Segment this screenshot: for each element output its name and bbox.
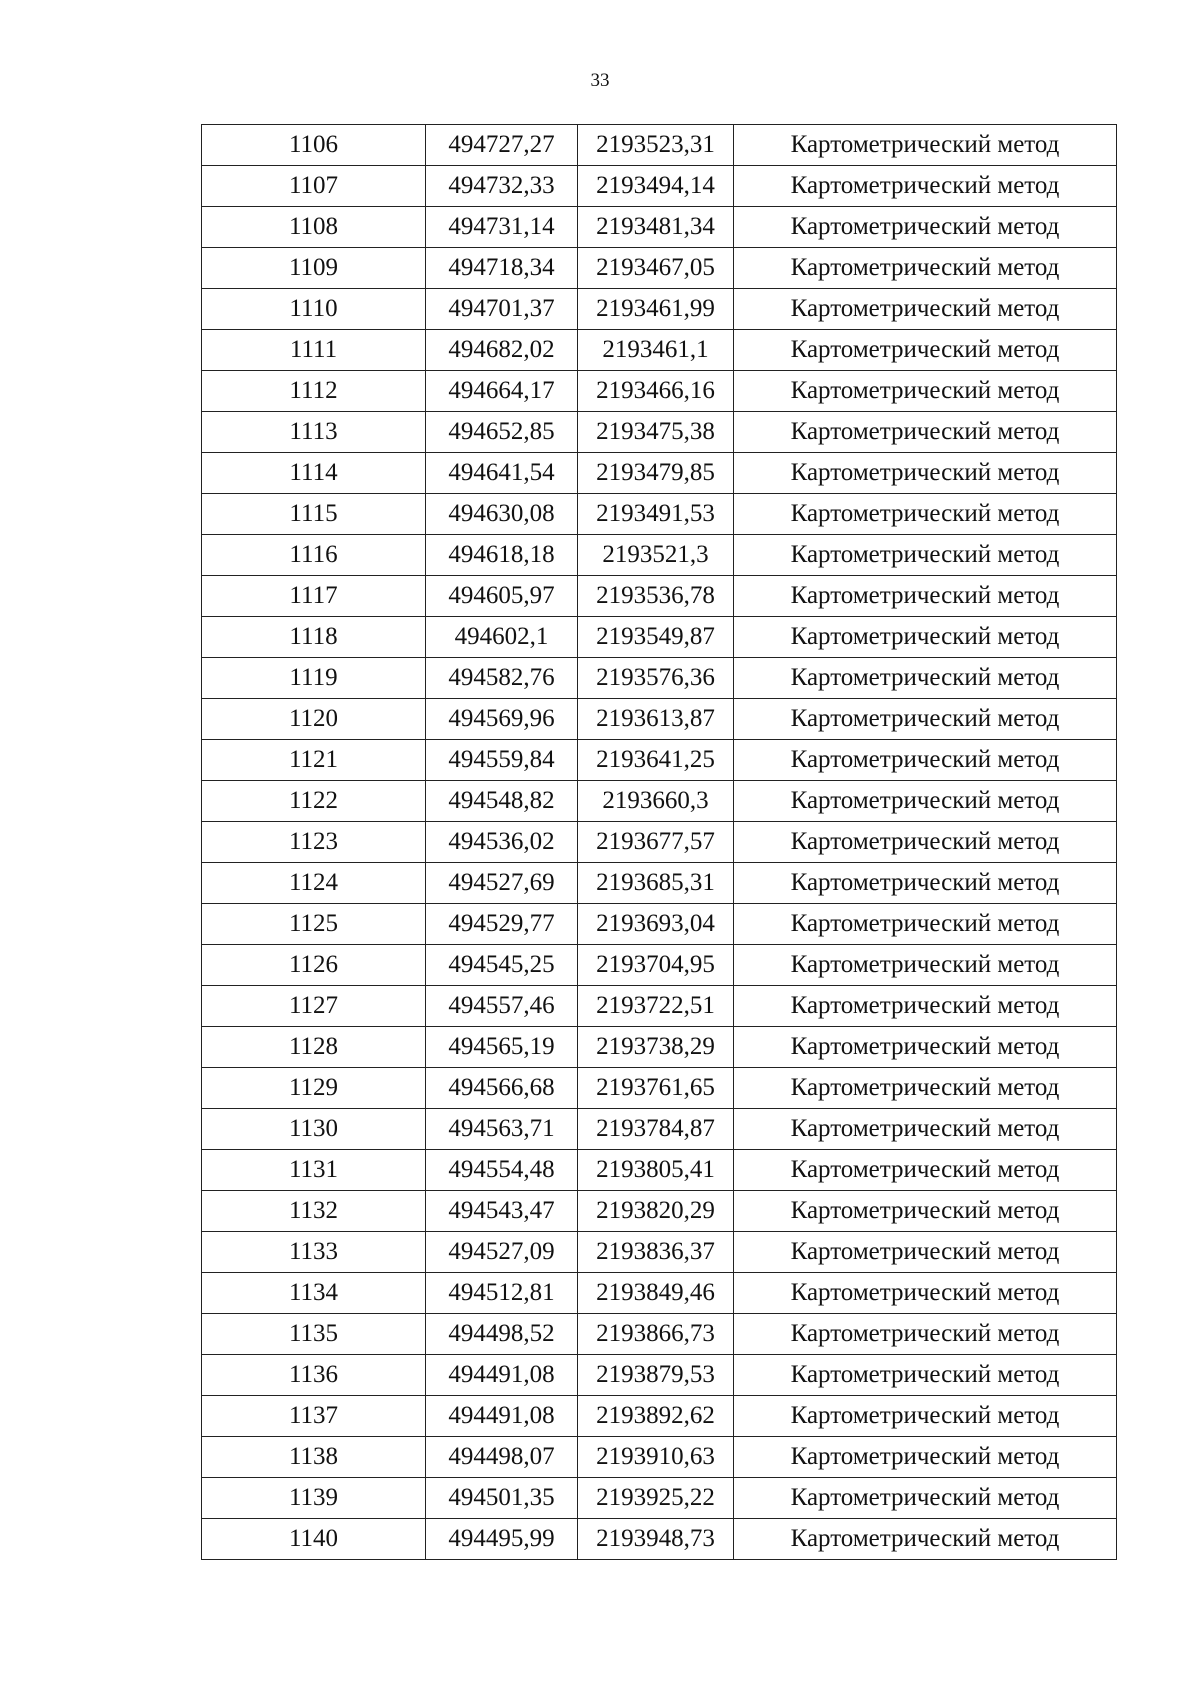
- point-number-cell: 1131: [202, 1150, 426, 1191]
- table-row: [202, 330, 1117, 371]
- table-row: [202, 740, 1117, 781]
- y-coordinate-cell: 2193521,3: [578, 535, 734, 576]
- y-coordinate-cell: 2193820,29: [578, 1191, 734, 1232]
- y-coordinate-cell: 2193481,34: [578, 207, 734, 248]
- point-number-cell: 1118: [202, 617, 426, 658]
- point-number-cell: 1129: [202, 1068, 426, 1109]
- table-row: [202, 1109, 1117, 1150]
- y-coordinate-cell: 2193491,53: [578, 494, 734, 535]
- table-row: [202, 822, 1117, 863]
- point-number-cell: 1109: [202, 248, 426, 289]
- x-coordinate-cell: 494582,76: [426, 658, 578, 699]
- method-cell: Картометрический метод: [734, 207, 1117, 248]
- point-number-cell: 1116: [202, 535, 426, 576]
- coordinates-table-body: [202, 125, 1117, 1560]
- table-row: [202, 658, 1117, 699]
- x-coordinate-cell: 494565,19: [426, 1027, 578, 1068]
- y-coordinate-cell: 2193879,53: [578, 1355, 734, 1396]
- table-row: [202, 1027, 1117, 1068]
- table-row: [202, 166, 1117, 207]
- method-cell: Картометрический метод: [734, 371, 1117, 412]
- method-cell: Картометрический метод: [734, 1273, 1117, 1314]
- x-coordinate-cell: 494491,08: [426, 1396, 578, 1437]
- x-coordinate-cell: 494718,34: [426, 248, 578, 289]
- table-row: [202, 863, 1117, 904]
- y-coordinate-cell: 2193704,95: [578, 945, 734, 986]
- point-number-cell: 1127: [202, 986, 426, 1027]
- y-coordinate-cell: 2193494,14: [578, 166, 734, 207]
- x-coordinate-cell: 494727,27: [426, 125, 578, 166]
- method-cell: Картометрический метод: [734, 535, 1117, 576]
- y-coordinate-cell: 2193549,87: [578, 617, 734, 658]
- x-coordinate-cell: 494527,09: [426, 1232, 578, 1273]
- point-number-cell: 1133: [202, 1232, 426, 1273]
- method-cell: Картометрический метод: [734, 781, 1117, 822]
- point-number-cell: 1119: [202, 658, 426, 699]
- method-cell: Картометрический метод: [734, 1191, 1117, 1232]
- x-coordinate-cell: 494498,07: [426, 1437, 578, 1478]
- x-coordinate-cell: 494512,81: [426, 1273, 578, 1314]
- point-number-cell: 1106: [202, 125, 426, 166]
- method-cell: Картометрический метод: [734, 166, 1117, 207]
- x-coordinate-cell: 494548,82: [426, 781, 578, 822]
- coordinates-table: [201, 124, 1117, 1560]
- table-row: [202, 699, 1117, 740]
- point-number-cell: 1134: [202, 1273, 426, 1314]
- x-coordinate-cell: 494701,37: [426, 289, 578, 330]
- method-cell: Картометрический метод: [734, 330, 1117, 371]
- table-row: [202, 1273, 1117, 1314]
- y-coordinate-cell: 2193849,46: [578, 1273, 734, 1314]
- method-cell: Картометрический метод: [734, 576, 1117, 617]
- x-coordinate-cell: 494605,97: [426, 576, 578, 617]
- x-coordinate-cell: 494602,1: [426, 617, 578, 658]
- table-row: [202, 535, 1117, 576]
- table-row: [202, 1519, 1117, 1560]
- x-coordinate-cell: 494559,84: [426, 740, 578, 781]
- point-number-cell: 1111: [202, 330, 426, 371]
- method-cell: Картометрический метод: [734, 494, 1117, 535]
- table-row: [202, 494, 1117, 535]
- y-coordinate-cell: 2193693,04: [578, 904, 734, 945]
- method-cell: Картометрический метод: [734, 1519, 1117, 1560]
- point-number-cell: 1136: [202, 1355, 426, 1396]
- point-number-cell: 1113: [202, 412, 426, 453]
- table-row: [202, 781, 1117, 822]
- y-coordinate-cell: 2193925,22: [578, 1478, 734, 1519]
- method-cell: Картометрический метод: [734, 1355, 1117, 1396]
- table-row: [202, 904, 1117, 945]
- point-number-cell: 1139: [202, 1478, 426, 1519]
- x-coordinate-cell: 494563,71: [426, 1109, 578, 1150]
- page-number: 33: [590, 70, 610, 91]
- y-coordinate-cell: 2193892,62: [578, 1396, 734, 1437]
- point-number-cell: 1135: [202, 1314, 426, 1355]
- method-cell: Картометрический метод: [734, 1068, 1117, 1109]
- x-coordinate-cell: 494566,68: [426, 1068, 578, 1109]
- table-row: [202, 371, 1117, 412]
- method-cell: Картометрический метод: [734, 863, 1117, 904]
- x-coordinate-cell: 494641,54: [426, 453, 578, 494]
- y-coordinate-cell: 2193475,38: [578, 412, 734, 453]
- method-cell: Картометрический метод: [734, 904, 1117, 945]
- y-coordinate-cell: 2193461,1: [578, 330, 734, 371]
- y-coordinate-cell: 2193536,78: [578, 576, 734, 617]
- y-coordinate-cell: 2193461,99: [578, 289, 734, 330]
- method-cell: Картометрический метод: [734, 986, 1117, 1027]
- x-coordinate-cell: 494682,02: [426, 330, 578, 371]
- x-coordinate-cell: 494732,33: [426, 166, 578, 207]
- x-coordinate-cell: 494527,69: [426, 863, 578, 904]
- point-number-cell: 1110: [202, 289, 426, 330]
- x-coordinate-cell: 494618,18: [426, 535, 578, 576]
- y-coordinate-cell: 2193866,73: [578, 1314, 734, 1355]
- method-cell: Картометрический метод: [734, 1232, 1117, 1273]
- method-cell: Картометрический метод: [734, 248, 1117, 289]
- point-number-cell: 1132: [202, 1191, 426, 1232]
- y-coordinate-cell: 2193722,51: [578, 986, 734, 1027]
- table-row: [202, 1478, 1117, 1519]
- x-coordinate-cell: 494495,99: [426, 1519, 578, 1560]
- point-number-cell: 1112: [202, 371, 426, 412]
- point-number-cell: 1122: [202, 781, 426, 822]
- table-row: [202, 1396, 1117, 1437]
- table-row: [202, 289, 1117, 330]
- x-coordinate-cell: 494652,85: [426, 412, 578, 453]
- x-coordinate-cell: 494529,77: [426, 904, 578, 945]
- point-number-cell: 1107: [202, 166, 426, 207]
- table-row: [202, 986, 1117, 1027]
- table-row: [202, 1355, 1117, 1396]
- y-coordinate-cell: 2193836,37: [578, 1232, 734, 1273]
- y-coordinate-cell: 2193467,05: [578, 248, 734, 289]
- point-number-cell: 1137: [202, 1396, 426, 1437]
- y-coordinate-cell: 2193948,73: [578, 1519, 734, 1560]
- method-cell: Картометрический метод: [734, 125, 1117, 166]
- method-cell: Картометрический метод: [734, 453, 1117, 494]
- y-coordinate-cell: 2193660,3: [578, 781, 734, 822]
- table-row: [202, 617, 1117, 658]
- y-coordinate-cell: 2193576,36: [578, 658, 734, 699]
- y-coordinate-cell: 2193761,65: [578, 1068, 734, 1109]
- table-row: [202, 1314, 1117, 1355]
- point-number-cell: 1108: [202, 207, 426, 248]
- y-coordinate-cell: 2193641,25: [578, 740, 734, 781]
- table-row: [202, 453, 1117, 494]
- y-coordinate-cell: 2193910,63: [578, 1437, 734, 1478]
- table-row: [202, 412, 1117, 453]
- point-number-cell: 1117: [202, 576, 426, 617]
- point-number-cell: 1126: [202, 945, 426, 986]
- method-cell: Картометрический метод: [734, 1437, 1117, 1478]
- method-cell: Картометрический метод: [734, 412, 1117, 453]
- x-coordinate-cell: 494554,48: [426, 1150, 578, 1191]
- table-row: [202, 125, 1117, 166]
- method-cell: Картометрический метод: [734, 617, 1117, 658]
- method-cell: Картометрический метод: [734, 1109, 1117, 1150]
- method-cell: Картометрический метод: [734, 289, 1117, 330]
- y-coordinate-cell: 2193466,16: [578, 371, 734, 412]
- y-coordinate-cell: 2193805,41: [578, 1150, 734, 1191]
- table-row: [202, 207, 1117, 248]
- x-coordinate-cell: 494501,35: [426, 1478, 578, 1519]
- y-coordinate-cell: 2193523,31: [578, 125, 734, 166]
- y-coordinate-cell: 2193685,31: [578, 863, 734, 904]
- y-coordinate-cell: 2193613,87: [578, 699, 734, 740]
- x-coordinate-cell: 494545,25: [426, 945, 578, 986]
- method-cell: Картометрический метод: [734, 1478, 1117, 1519]
- method-cell: Картометрический метод: [734, 1027, 1117, 1068]
- point-number-cell: 1138: [202, 1437, 426, 1478]
- table-row: [202, 1191, 1117, 1232]
- method-cell: Картометрический метод: [734, 1396, 1117, 1437]
- x-coordinate-cell: 494630,08: [426, 494, 578, 535]
- table-row: [202, 1437, 1117, 1478]
- y-coordinate-cell: 2193738,29: [578, 1027, 734, 1068]
- table-row: [202, 1150, 1117, 1191]
- y-coordinate-cell: 2193677,57: [578, 822, 734, 863]
- point-number-cell: 1121: [202, 740, 426, 781]
- table-row: [202, 576, 1117, 617]
- point-number-cell: 1114: [202, 453, 426, 494]
- point-number-cell: 1124: [202, 863, 426, 904]
- x-coordinate-cell: 494543,47: [426, 1191, 578, 1232]
- y-coordinate-cell: 2193784,87: [578, 1109, 734, 1150]
- x-coordinate-cell: 494569,96: [426, 699, 578, 740]
- method-cell: Картометрический метод: [734, 1314, 1117, 1355]
- method-cell: Картометрический метод: [734, 1150, 1117, 1191]
- point-number-cell: 1128: [202, 1027, 426, 1068]
- point-number-cell: 1125: [202, 904, 426, 945]
- point-number-cell: 1120: [202, 699, 426, 740]
- y-coordinate-cell: 2193479,85: [578, 453, 734, 494]
- x-coordinate-cell: 494664,17: [426, 371, 578, 412]
- method-cell: Картометрический метод: [734, 699, 1117, 740]
- point-number-cell: 1115: [202, 494, 426, 535]
- x-coordinate-cell: 494491,08: [426, 1355, 578, 1396]
- x-coordinate-cell: 494498,52: [426, 1314, 578, 1355]
- method-cell: Картометрический метод: [734, 945, 1117, 986]
- table-row: [202, 248, 1117, 289]
- method-cell: Картометрический метод: [734, 658, 1117, 699]
- table-row: [202, 1232, 1117, 1273]
- table-row: [202, 1068, 1117, 1109]
- x-coordinate-cell: 494731,14: [426, 207, 578, 248]
- method-cell: Картометрический метод: [734, 822, 1117, 863]
- point-number-cell: 1130: [202, 1109, 426, 1150]
- x-coordinate-cell: 494557,46: [426, 986, 578, 1027]
- x-coordinate-cell: 494536,02: [426, 822, 578, 863]
- table-row: [202, 945, 1117, 986]
- point-number-cell: 1123: [202, 822, 426, 863]
- point-number-cell: 1140: [202, 1519, 426, 1560]
- method-cell: Картометрический метод: [734, 740, 1117, 781]
